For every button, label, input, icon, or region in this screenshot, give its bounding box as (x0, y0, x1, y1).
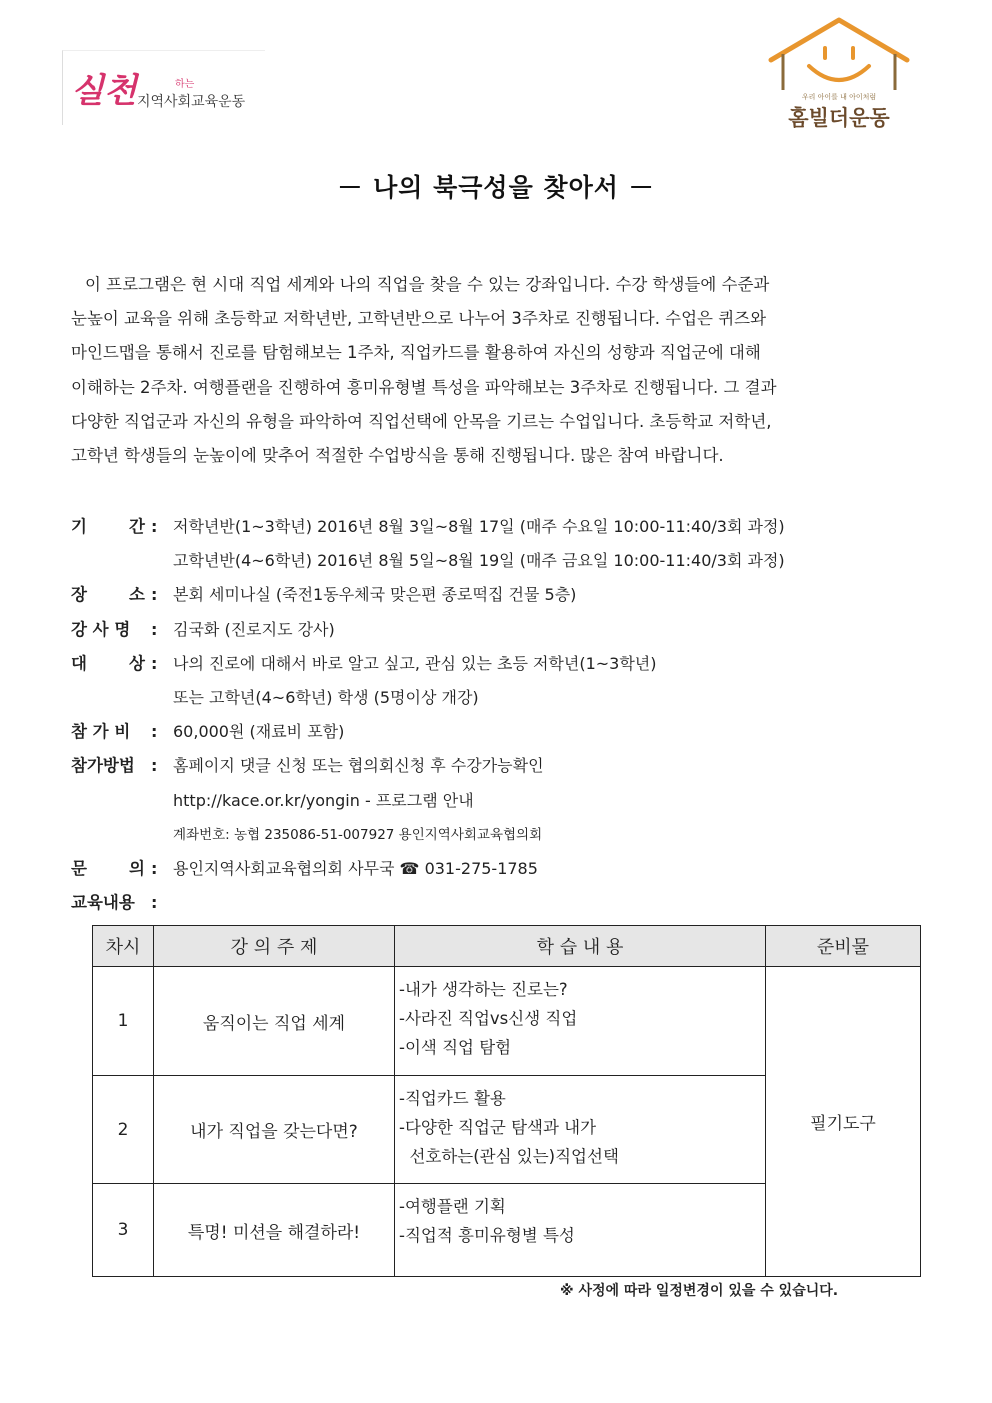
right-logo (765, 16, 913, 128)
content-item: -직업적 흥미유형별 특성 (399, 1226, 575, 1245)
session-number: 3 (93, 1184, 154, 1277)
intro-line: 고학년 학생들의 눈높이에 맞추어 적절한 수업방식을 통해 진행됩니다. 많은 참여 바랍니다. (71, 446, 724, 466)
info-block (71, 512, 931, 922)
logo-script: 실천 (71, 71, 137, 111)
label-char: 대 (71, 653, 87, 673)
homepage-link[interactable]: http://kace.or.kr/yongin - 프로그램 안내 (173, 790, 474, 810)
fee-row (71, 717, 931, 751)
table-header-row (93, 926, 921, 967)
period-row-2 (71, 546, 931, 580)
label-char: 소 (129, 585, 145, 605)
content-item: -직업카드 활용 (399, 1089, 506, 1108)
colon: : (151, 858, 158, 878)
instructor-label: 강 사 명 (71, 619, 131, 639)
session-topic: 특명! 미션을 해결하라! (154, 1184, 395, 1277)
logo-org-name: 지역사회교육운동 (137, 94, 246, 110)
content-item: 선호하는(관심 있는)직업선택 (399, 1147, 619, 1166)
header-content: 학 습 내 용 (395, 926, 766, 967)
method-row-2 (71, 786, 931, 820)
place-row (71, 580, 931, 614)
method-value-1: 홈페이지 댓글 신청 또는 협의회신청 후 수강가능확인 (173, 756, 544, 776)
colon: : (151, 619, 158, 639)
left-logo (62, 50, 265, 125)
session-topic: 움직이는 직업 세계 (154, 967, 395, 1076)
intro-line: 마인드맵을 통해서 진로를 탐험해보는 1주차, 직업카드를 활용하여 자신의 성향과 직업군에 대해 (71, 343, 761, 363)
period-value-2: 고학년반(4~6학년) 2016년 8월 5일~8월 19일 (매주 금요일 10:00-11:40/3회 과정) (173, 551, 785, 571)
colon: : (151, 653, 158, 673)
session-content (395, 1076, 766, 1184)
intro-line: 다양한 직업군과 자신의 유형을 파악하여 직업선택에 안목을 기르는 수업입니다. 초등학교 저학년, (71, 411, 772, 431)
colon: : (151, 585, 158, 605)
label-char: 장 (71, 585, 87, 605)
content-row (71, 888, 931, 922)
label-char: 기 (71, 517, 87, 536)
logo-name: 홈빌더운동 (788, 106, 890, 130)
page-title: － 나의 북극성을 찾아서 － (337, 173, 655, 202)
content-item: -사라진 직업vs신생 직업 (399, 1009, 578, 1028)
label-char: 문 (71, 858, 87, 878)
method-row-3 (71, 820, 931, 854)
colon: : (151, 517, 158, 536)
content-item: -다양한 직업군 탐색과 내가 (399, 1118, 597, 1137)
contact-value: 용인지역사회교육협의회 사무국 ☎ 031-275-1785 (173, 858, 538, 878)
label-char: 의 (129, 858, 145, 878)
target-row-2 (71, 683, 931, 717)
session-content (395, 967, 766, 1076)
period-value-1: 저학년반(1~3학년) 2016년 8월 3일~8월 17일 (매주 수요일 10:00-11:40/3회 과정) (173, 517, 785, 536)
method-label: 참가방법 (71, 756, 135, 776)
contact-row (71, 854, 931, 888)
header-session: 차시 (93, 926, 154, 967)
method-row (71, 751, 931, 785)
place-value: 본회 세미나실 (죽전1동우체국 맞은편 종로떡집 건물 5층) (173, 585, 577, 605)
logo-small-text: 하는 (175, 79, 195, 90)
target-value-1: 나의 진로에 대해서 바로 알고 싶고, 관심 있는 초등 저학년(1~3학년) (173, 653, 657, 673)
schedule-table (92, 925, 921, 1277)
period-row (71, 512, 931, 546)
intro-line: 이해하는 2주차. 여행플랜을 진행하여 흥미유형별 특성을 파악해보는 3주차로 진행됩니다. 그 결과 (71, 377, 777, 397)
table-row (93, 967, 921, 1076)
house-smile-icon (765, 16, 913, 96)
session-content (395, 1184, 766, 1277)
account-number: 계좌번호: 농협 235086-51-007927 용인지역사회교육협의회 (173, 826, 543, 843)
colon: : (151, 893, 158, 913)
instructor-row (71, 615, 931, 649)
content-label: 교육내용 (71, 893, 135, 913)
intro-line: 이 프로그램은 현 시대 직업 세계와 나의 직업을 찾을 수 있는 강좌입니다. 수강 학생들에 수준과 (85, 275, 770, 294)
header-topic: 강 의 주 제 (154, 926, 395, 967)
target-row (71, 649, 931, 683)
content-item: -내가 생각하는 진로는? (399, 980, 568, 999)
session-number: 2 (93, 1076, 154, 1184)
fee-value: 60,000원 (재료비 포함) (173, 722, 345, 742)
session-number: 1 (93, 967, 154, 1076)
label-char: 간 (129, 517, 145, 536)
header-supplies: 준비물 (766, 926, 921, 967)
intro-line: 눈높이 교육을 위해 초등학교 저학년반, 고학년반으로 나누어 3주차로 진행됩니다. 수업은 퀴즈와 (71, 309, 767, 329)
label-char: 상 (129, 653, 145, 673)
target-value-2: 또는 고학년(4~6학년) 학생 (5명이상 개강) (173, 687, 479, 707)
intro-paragraph (71, 268, 923, 473)
supplies-cell: 필기도구 (766, 967, 921, 1277)
content-item: -이색 직업 탐험 (399, 1038, 512, 1057)
fee-label: 참 가 비 (71, 722, 131, 742)
instructor-value: 김국화 (진로지도 강사) (173, 619, 335, 639)
logo-tagline: 우리 아이를 내 아이처럼 (801, 93, 877, 101)
content-item: -여행플랜 기획 (399, 1197, 506, 1216)
colon: : (151, 756, 158, 776)
schedule-note: ※ 사정에 따라 일정변경이 있을 수 있습니다. (560, 1283, 839, 1299)
session-topic: 내가 직업을 갖는다면? (154, 1076, 395, 1184)
colon: : (151, 722, 158, 742)
